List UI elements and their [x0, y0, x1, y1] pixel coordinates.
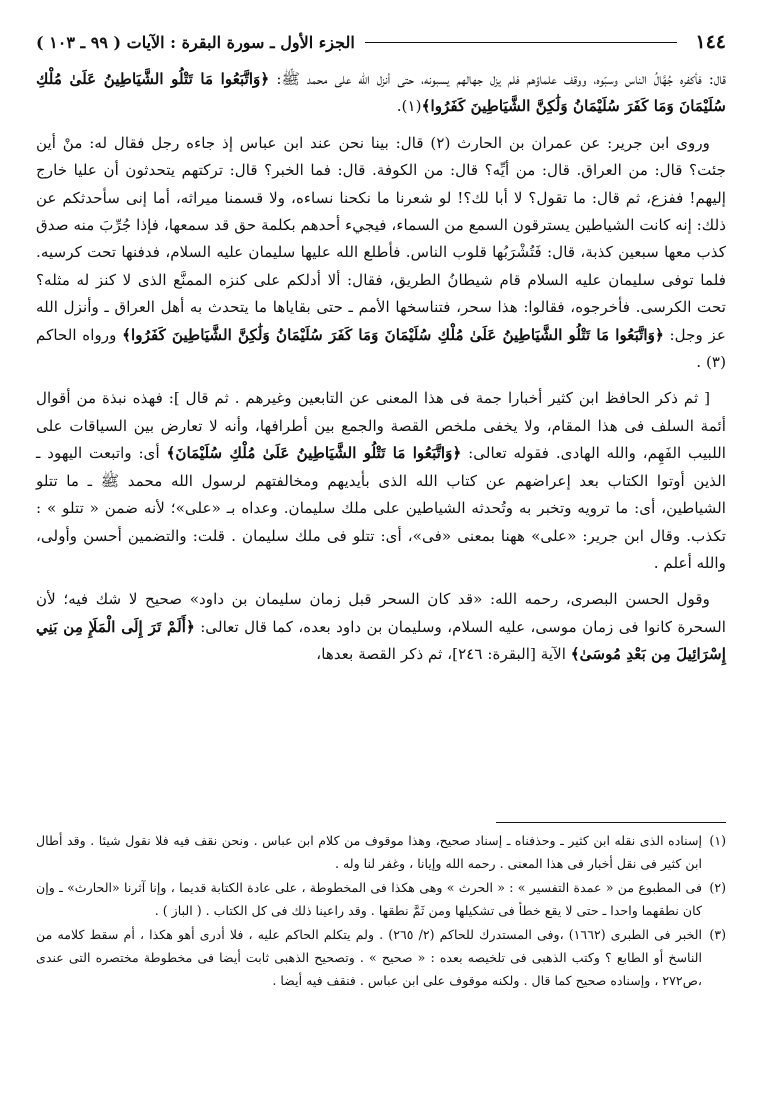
quran-quote: ﴿وَاتَّبَعُوا مَا تَتْلُو الشَّيَاطِينُ عَلَىٰ مُلْكِ سُلَيْمَانَ﴾ [166, 444, 462, 463]
quran-quote: ﴿وَاتَّبَعُوا مَا تَتْلُو الشَّيَاطِينُ عَلَىٰ مُلْكِ سُلَيْمَانَ وَمَا كَفَرَ سُلَيْمَانُ وَلَٰكِنَّ الشَّيَاطِينَ كَفَرُوا﴾ [36, 70, 726, 116]
page-number: ١٤٤ [695, 31, 726, 53]
paragraph-text-after: أى: واتبعت اليهود ـ الذين أوتوا الكتاب بعد إعراضهم عن كتاب الله الذى بأيديهم ومخالفتهم لرسول الله محمد ﷺ ـ ما تتلو الشياطين، أى: ما ترويه وتخبر به وتُحدثه الشياطين على ملك سليمان. وعداه بـ «على»؛ لأنه ضمن « تتلو » : تكذب. وقال ابن جرير: «على» ههنا بمعنى «فى»، أى: تتلو فى ملك سليمان . قلت: والتضمين أحسن وأولى، والله أعلم . [36, 444, 726, 572]
paragraph-text: [ ثم ذكر الحافظ ابن كثير أخبارا جمة فى هذا المعنى عن التابعين وغيرهم . ثم قال ]: فهذه نبذة من أقوال أئمة السلف فى هذا المقام، ولا يخفى ملخص القصة والجمع بين أطرافها، وأنه لا تعارض بين السياقات على اللبيب الفَهِم، والله الهادى. فقوله تعالى: [36, 389, 726, 463]
footnote-number: (١) [709, 833, 726, 848]
paragraph-text-after: الآية [البقرة: ٢٤٦]، ثم ذكر القصة بعدها، [316, 645, 571, 664]
quran-quote: ﴿وَاتَّبَعُوا مَا تَتْلُو الشَّيَاطِينُ عَلَىٰ مُلْكِ سُلَيْمَانَ وَمَا كَفَرَ سُلَيْمَانُ وَلَٰكِنَّ الشَّيَاطِينَ كَفَرُوا﴾ [122, 325, 664, 344]
quran-quote: ﴿أَلَمْ تَرَ إِلَى الْمَلَإِ مِن بَنِي إِسْرَائِيلَ مِن بَعْدِ مُوسَىٰ﴾ [36, 617, 726, 664]
paragraph-text-after: ورواه الحاكم (٣) . [36, 325, 726, 372]
footnote-separator [496, 822, 726, 823]
footnote-number: (٣) [709, 927, 726, 943]
paragraph-text: قال: فأكفره جُهَّالُ الناس وسبّوه، ووقف علماؤهم فلم يزل جهالهم يسبونه، حتى أنزل الله على محمد ﷺ: [269, 70, 726, 88]
footnote-text: الخبر فى الطبرى (١٦٦٢) ،وفى المستدرك للحاكم (٢/ ٢٦٥) . ولم يتكلم الحاكم عليه ، فلا أدرى أهو هكذا ، أم سقط كلامه من الناسخ أو الطابع ؟ وكتب الذهبى فى تلخيصه بعده : « صحيح » . وتصحيح الذهبى ثابت أيضا فى مخطوطة مختصره التى عندى ،ص٢٧٢ ، وإسناده صحيح كما قال . ولكنه موقوف على ابن عباس . فنقف فيه أيضا . [36, 927, 702, 988]
header-title: الجزء الأول ـ سورة البقرة : الآيات ( ٩٩ ـ ١٠٣ ) [36, 32, 355, 52]
paragraph-text: وروى ابن جرير: عن عمران بن الحارث (٢) قال: بينا نحن عند ابن عباس إذ جاءه رجل فقال له: منْ أين جئت؟ قال: من العراق. قال: من أيِّه؟ قال: من الكوفة. قال: فما الخبر؟ قال: تركتهم يتحدثون أن عليا خارج إليهم! ففزع، ثم قال: ما تقول؟ لا أبا لك؟! لو شعرنا ما نكحنا نساءه، ولا قسمنا ميراثه، أما إنى سأحدثكم عن ذلك: إنه كانت الشياطين يسترقون السمع من السماء، فيجيء أحدهم بكلمة حق قد سمعها، فإذا جُرِّبَ منه صدق كذب معها سبعين كذبة، قال: فَتُشْرَبُها قلوب الناس. فأطلع الله عليها سليمان عليه السلام، فدفنها تحت كرسيه. فلما توفى سليمان عليه السلام قام شيطانُ الطريق، فقال: ألا أدلكم على كنزه الممنَّع الذى لا كنز له مثله؟ تحت الكرسى. فأخرجوه، فقالوا: هذا سحر، فتناسخها الأمم ـ حتى بقاياها ما يتحدث به أهل العراق ـ وأنزل الله عز وجل: [36, 133, 726, 344]
paragraph [36, 385, 726, 577]
footnote-text: إسناده الذى نقله ابن كثير ـ وحذفناه ـ إسناد صحيح، وهذا موقوف من كلام ابن عباس . ونحن نقف فيه فلا نقول شيئا . وقد أطال ابن كثير فى نقل أخبار فى هذا المعنى . رحمه الله وإيانا ، وغفر لنا وله . [36, 833, 702, 871]
main-text [36, 66, 726, 678]
paragraph-text: وقول الحسن البصرى، رحمه الله: «قد كان السحر قبل زمان سليمان بن داود» صحيح لا شك فيه؛ لأن السحرة كانوا فى زمان موسى، عليه السلام، وسليمان بن داود بعده، كما قال تعالى: [36, 590, 726, 636]
paragraph-text-after: (١). [396, 97, 422, 116]
running-header [36, 30, 726, 54]
paragraph [36, 586, 726, 668]
footnote [36, 924, 726, 992]
footnote [36, 877, 726, 922]
header-rule [365, 42, 678, 43]
footnote-text: فى المطبوع من « عمدة التفسير » : « الحرث » وهى هكذا فى المخطوطة ، على عادة الكتابة قديما ، وإنا آثرنا «الحارث» ـ وإن كان نطقهما واحدا ـ حتى لا يقع خطأ فى تشكيلها ومن ثَمَّ نطقها . وقد راعينا ذلك فى كل الكتاب . ( الباز ) . [36, 880, 702, 918]
footnote [36, 830, 726, 875]
footnote-number: (٢) [709, 880, 726, 896]
paragraph [36, 130, 726, 377]
paragraph [36, 66, 726, 121]
footnotes [36, 830, 726, 994]
